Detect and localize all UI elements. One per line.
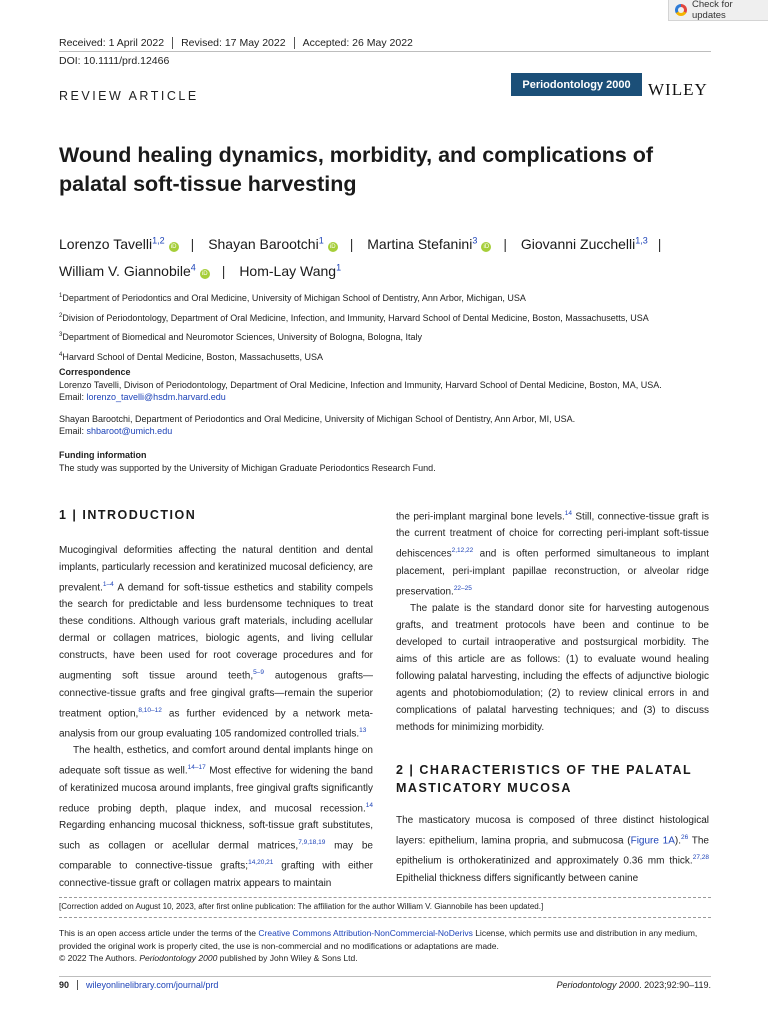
article-dates xyxy=(59,37,429,49)
orcid-icon[interactable]: iD xyxy=(200,269,210,279)
correspondence-line: Shayan Barootchi, Department of Periodontics and Oral Medicine, University of Michigan School of Dentistry, Ann Arbor, MI, USA. xyxy=(59,413,576,424)
funding-heading: Funding information xyxy=(59,450,147,460)
paragraph: the peri-implant marginal bone levels.$^{14}$ Still, connective-tissue graft is the current treatment of choice for correcting peri-implant soft-tissue dehiscences$^{2,12,22}$ and is often performed simultaneous to implant placement, peri-implant papillae reconstruction, or alveolar ridge preservation.$^{22-25}$ xyxy=(396,510,709,597)
author[interactable]: Shayan Barootchi$^1$iD xyxy=(208,236,340,252)
section-heading-characteristics: 2 | CHARACTERISTICS OF THE PALATAL MASTICATORY MUCOSA xyxy=(396,763,692,795)
crossmark-icon xyxy=(675,4,687,16)
correspondence xyxy=(59,366,739,438)
accepted-date: Accepted: 26 May 2022 xyxy=(302,37,413,49)
revised-date: Revised: 17 May 2022 xyxy=(181,37,294,49)
journal-name-badge[interactable]: Periodontology 2000 xyxy=(511,73,642,96)
paragraph: Mucogingival deformities affecting the natural dentition and dental implants, particularly recession and keratinized mucosal deficiency, are prevalent.$^{1-4}$ A demand for soft-tissue esthetics and stability compels the search for predictable and less burdensome techniques to treat these conditions. Although various graft materials, including acellular dermal or collagen matrices, biologic agents, and living cellular constructs, have been used for root coverage procedures and for augmenting soft tissue around teeth,$^{5-9}$ autogenous grafts—connective-tissue grafts and free gingival grafts—remain the superior treatment option,$^{8,10-12}$ as further evidenced by a network meta-analysis from our group evaluating 105 randomized controlled trials.$^{13}$ xyxy=(59,545,373,740)
reference-link[interactable]: 14–17 xyxy=(187,764,206,772)
reference-link[interactable]: 13 xyxy=(359,726,367,734)
figure-link[interactable]: Figure 1A xyxy=(630,835,675,847)
funding-text: The study was supported by the University of Michigan Graduate Periodontics Research Fund. xyxy=(59,462,436,473)
author[interactable]: Giovanni Zucchelli$^{1,3}$ xyxy=(520,235,648,252)
orcid-icon[interactable]: iD xyxy=(169,242,179,252)
correspondence-line: Lorenzo Tavelli, Divison of Periodontology, Department of Oral Medicine, Infection and Immunity, Harvard School of Dental Medicine, Boston, MA, USA. xyxy=(59,379,662,390)
correspondence-email: Email: shbaroot@umich.edu xyxy=(59,426,173,436)
author[interactable]: Lorenzo Tavelli$^{1,2}$iD xyxy=(59,236,181,252)
correspondence-email: Email: lorenzo_tavelli@hsdm.harvard.edu xyxy=(59,392,226,402)
license-statement xyxy=(59,927,711,965)
orcid-icon[interactable]: iD xyxy=(328,242,338,252)
footer-left xyxy=(59,980,218,990)
affiliation: $^1$Department of Periodontics and Oral Medicine, University of Michigan School of Dentistry, Ann Arbor, Michigan, USA xyxy=(59,293,526,303)
author[interactable]: Hom-Lay Wang$^1$ xyxy=(239,262,342,280)
article-title xyxy=(59,141,699,199)
body-column-right xyxy=(396,505,709,736)
email-link[interactable]: lorenzo_tavelli@hsdm.harvard.edu xyxy=(86,392,226,402)
check-for-updates-label: Check for updates xyxy=(691,0,733,21)
reference-link[interactable]: 1–4 xyxy=(102,581,114,588)
footer-divider xyxy=(59,976,711,977)
page-number: 90 xyxy=(59,980,78,990)
publisher-logo[interactable]: WILEY xyxy=(648,80,708,99)
reference-link[interactable]: 5–9 xyxy=(253,669,264,677)
orcid-icon[interactable]: iD xyxy=(481,242,491,252)
reference-link[interactable]: 26 xyxy=(681,834,689,841)
affiliation: $^2$Division of Periodontology, Department of Oral Medicine, Infection, and Immunity, Harvard School of Dental Medicine, Boston, Massachusetts, USA xyxy=(59,312,649,323)
section-heading-introduction: 1 | INTRODUCTION xyxy=(59,508,197,522)
body-column-left xyxy=(59,542,373,892)
affiliation: $^4$Harvard School of Dental Medicine, Boston, Massachusetts, USA xyxy=(59,351,323,362)
check-for-updates-button[interactable] xyxy=(668,0,768,21)
email-link[interactable]: shbaroot@umich.edu xyxy=(86,426,173,436)
reference-link[interactable]: 22–25 xyxy=(453,584,472,592)
license-text: This is an open access article under the terms of the Creative Commons Attribution-NonCommercial-NoDerivs License, which permits use and distribution in any medium, provided the original work is properly cited, the use is non-commercial and no modifications or adaptations are made. xyxy=(59,928,698,951)
reference-link[interactable]: 14,20,21 xyxy=(248,859,274,867)
header-divider xyxy=(59,51,711,52)
funding-information xyxy=(59,449,739,474)
body-column-right-lower xyxy=(396,812,709,887)
dashed-divider xyxy=(59,897,711,898)
paragraph: The masticatory mucosa is composed of three distinct histological layers: epithelium, lamina propria, and submucosa (Figure 1A).$^{26}$ The epithelium is orthokeratinized and approximately 0.36 mm thick.$^{27,28}$ Epithelial thickness differs significantly between canine xyxy=(396,815,709,884)
author-list: Lorenzo Tavelli$^{1,2}$iD | Shayan Barootchi$^1$iD | Martina Stefanini$^3$iD | Giovanni Zucchelli$^{1,3}$ | William V. Giannobile$^4$iD | Hom-Lay Wang$^1$ xyxy=(59,235,662,280)
author[interactable]: William V. Giannobile$^4$iD xyxy=(59,263,212,279)
title-line-2: palatal soft-tissue harvesting xyxy=(59,172,357,196)
received-date: Received: 1 April 2022 xyxy=(59,37,173,49)
reference-link[interactable]: 14 xyxy=(564,510,572,517)
correspondence-heading: Correspondence xyxy=(59,367,131,377)
reference-link[interactable]: 2,12,22 xyxy=(451,547,474,555)
copyright: © 2022 The Authors. Periodontology 2000 published by John Wiley & Sons Ltd. xyxy=(59,953,358,963)
reference-link[interactable]: 8,10–12 xyxy=(138,706,162,714)
dashed-divider xyxy=(59,917,711,918)
correction-note: [Correction added on August 10, 2023, after first online publication: The affiliation for the author William V. Giannobile has been updated.] xyxy=(59,902,544,911)
paragraph: The health, esthetics, and comfort around dental implants hinge on adequate soft tissue as well.$^{14-17}$ Most effective for widening the band of keratinized mucosa around implants, free gingival grafts significantly reduce probing depth, plaque index, and mucosal recession.$^{14}$ Regarding enhancing mucosal thickness, soft-tissue graft substitutes, such as collagen or acellular dermal matrices,$^{7,9,18,19}$ may be comparable to connective-tissue grafts;$^{14,20,21}$ grafting with either connective-tissue graft or collagen matrix appears to maintain xyxy=(59,745,373,889)
reference-link[interactable]: 27,28 xyxy=(692,854,709,862)
title-line-1: Wound healing dynamics, morbidity, and complications of xyxy=(59,143,654,167)
journal-url-link[interactable]: wileyonlinelibrary.com/journal/prd xyxy=(86,980,219,990)
reference-link[interactable]: 7,9,18,19 xyxy=(298,838,326,846)
license-link[interactable]: Creative Commons Attribution-NonCommercial-NoDerivs xyxy=(258,928,473,938)
affiliations xyxy=(59,288,739,366)
affiliation: $^3$Department of Biomedical and Neuromotor Sciences, University of Bologna, Bologna, Italy xyxy=(59,332,423,342)
author[interactable]: Martina Stefanini$^3$iD xyxy=(367,236,493,252)
doi[interactable]: DOI: 10.1111/prd.12466 xyxy=(59,55,170,67)
paragraph: The palate is the standard donor site for harvesting autogenous grafts, and treatment protocols have been and continue to be developed to curtail intraoperative and postsurgical morbidity. The aims of this article are as follows: (1) to evaluate wound healing following palatal harvesting, including the effects of adjunctive biologic agents and photobiomodulation; (2) to review clinical errors in and complications of palatal harvesting techniques; and (3) to discuss methods for minimizing morbidity. xyxy=(396,602,709,733)
article-type: REVIEW ARTICLE xyxy=(59,89,199,103)
reference-link[interactable]: 14 xyxy=(365,801,373,809)
footer-citation: Periodontology 2000. 2023;92:90–119. xyxy=(556,980,711,990)
